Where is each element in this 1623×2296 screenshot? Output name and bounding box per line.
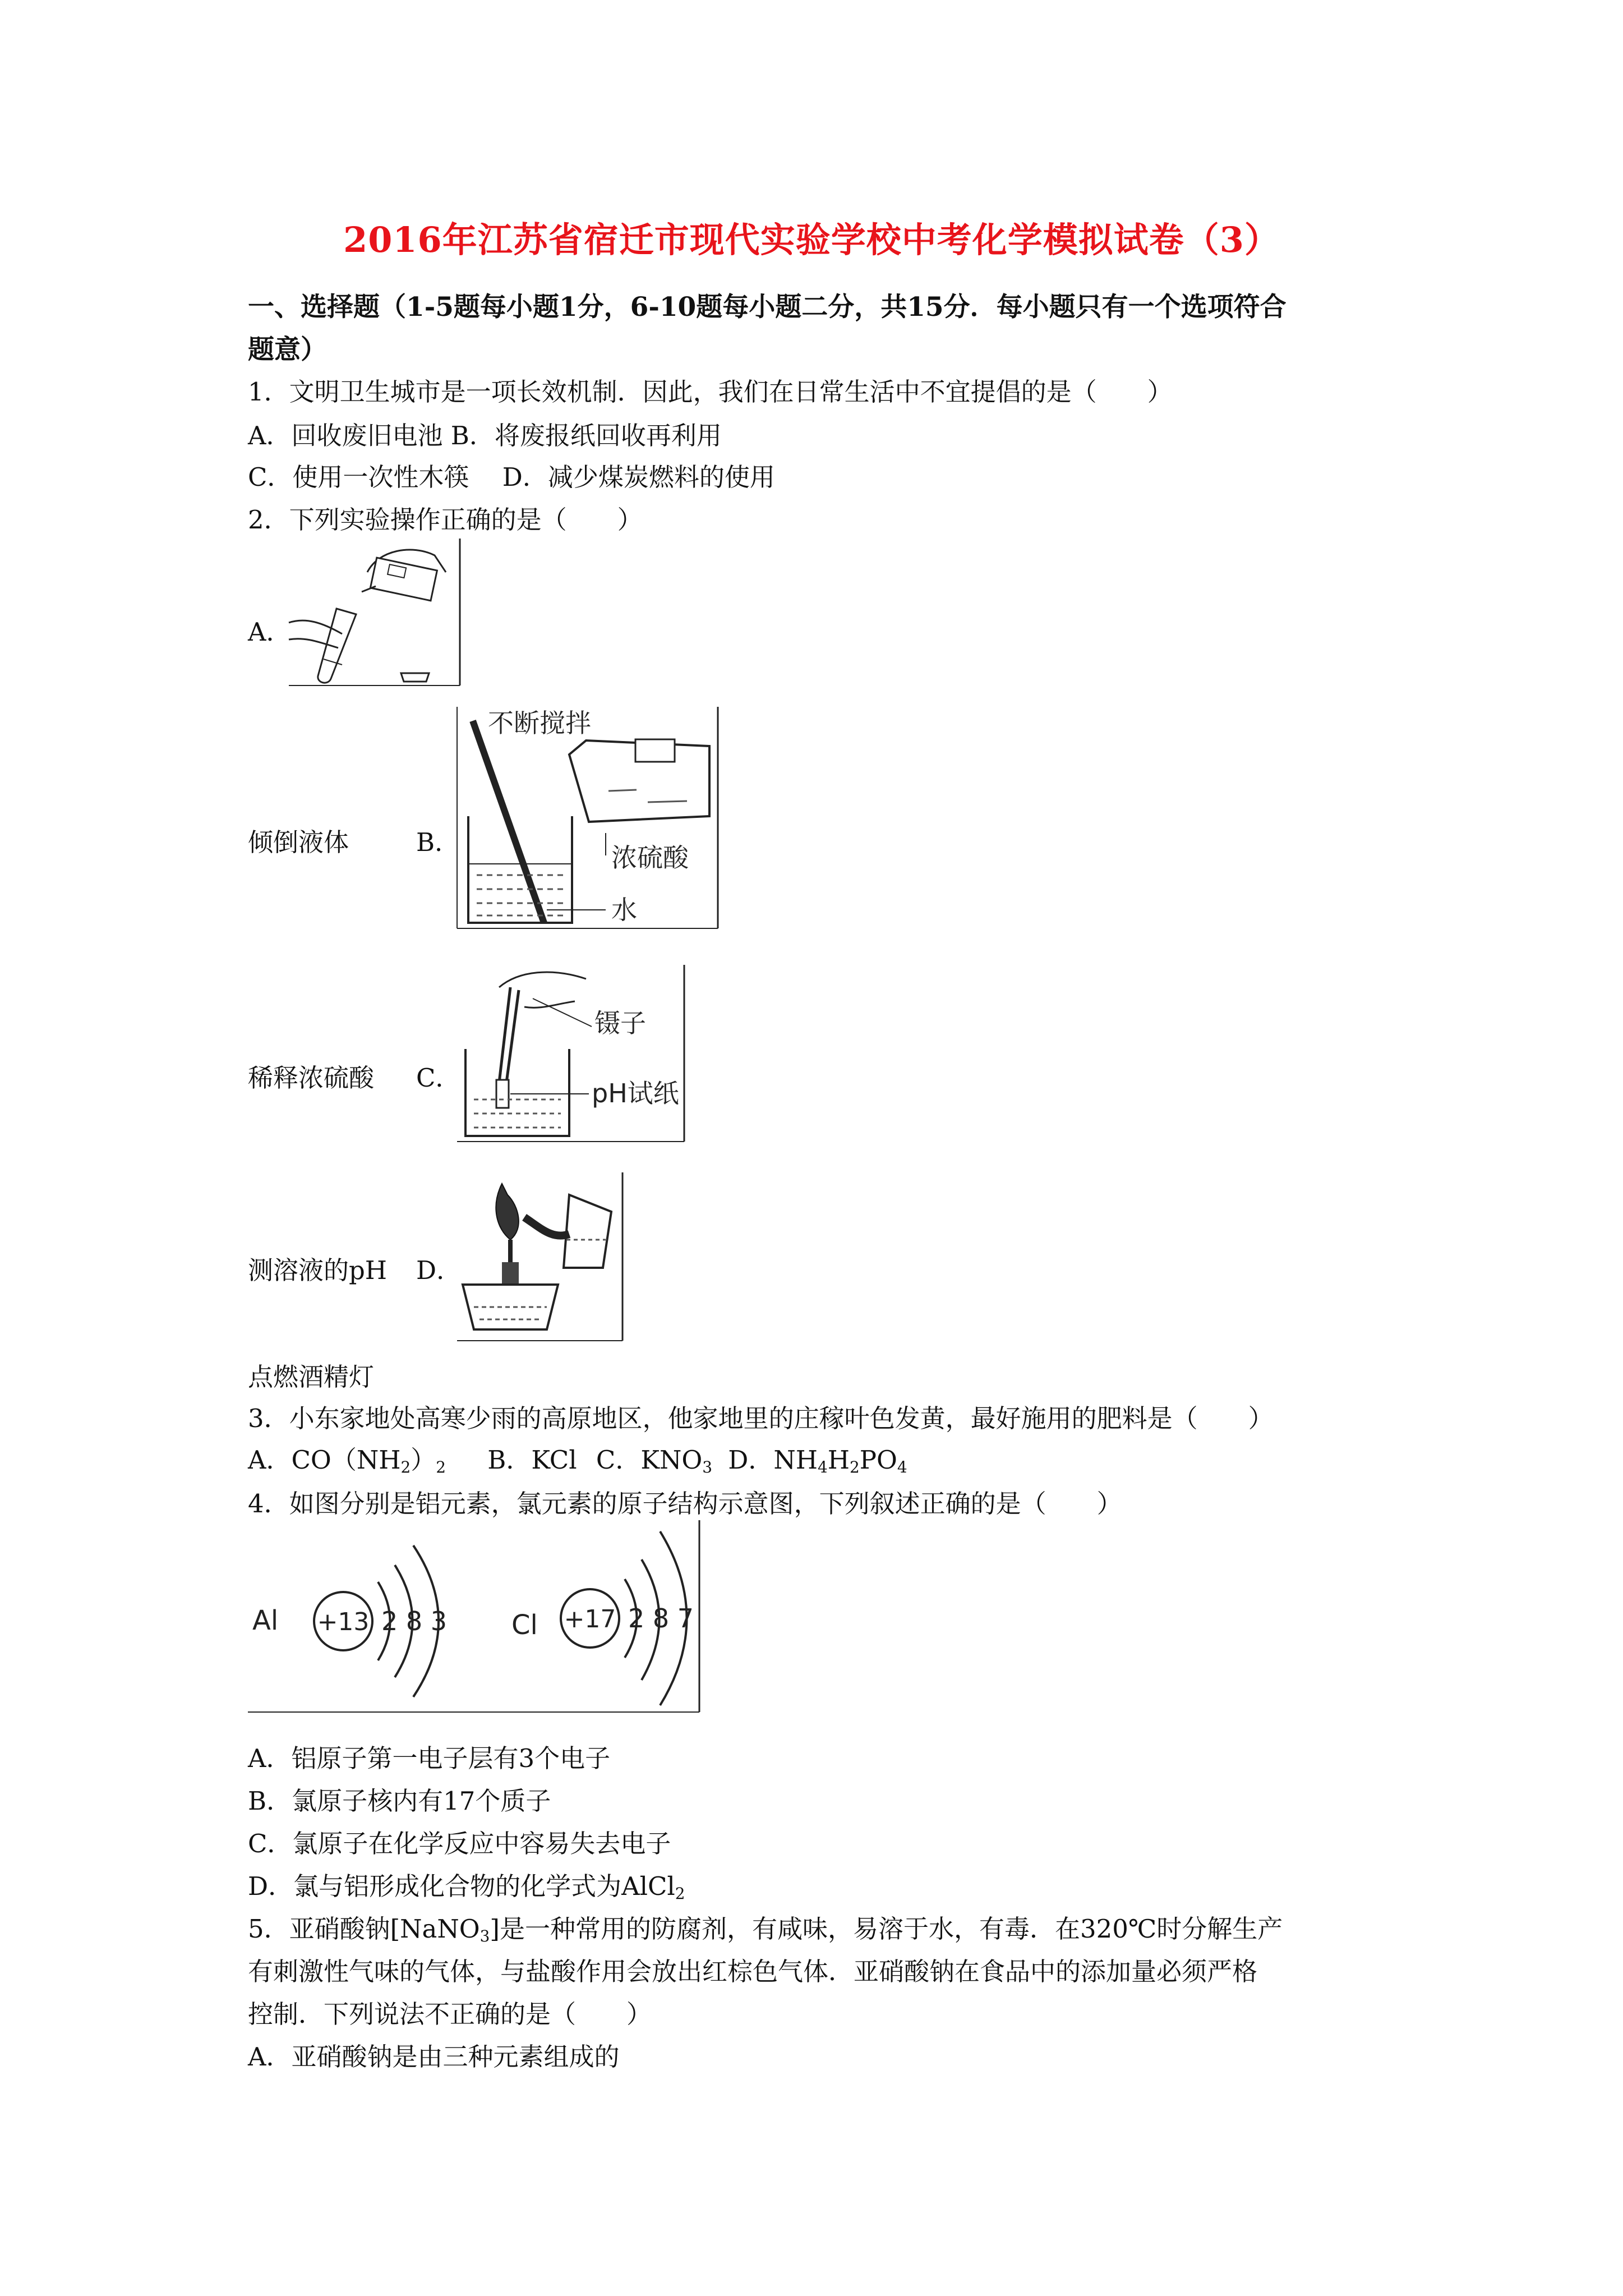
q2-option-a-caption: 倾倒液体 — [248, 827, 349, 857]
q4-atom-diagram — [248, 1520, 702, 1714]
q2-option-d-label: D． — [416, 1255, 462, 1285]
section-heading: 一、选择题（1-5题每小题1分，6-10题每小题二分，共15分．每小题只有一个选项符合 — [248, 292, 1287, 323]
q2-b-label-acid: 浓硫酸 — [611, 843, 689, 873]
q3-option-b: B．KCl — [487, 1445, 577, 1475]
q1-options-cd: C．使用一次性木筷 D．减少煤炭燃料的使用 — [248, 462, 775, 492]
q2-option-d-caption: 点燃酒精灯 — [248, 1362, 375, 1392]
q3-option-d: D．$NH_4H_2PO_4$ — [728, 1445, 907, 1476]
q3-stem: 3．小东家地处高寒少雨的高原地区，他家地里的庄稼叶色发黄，最好施用的肥料是（ ） — [248, 1404, 1274, 1433]
page-title: 2016年江苏省宿迁市现代实验学校中考化学模拟试卷（3） — [343, 219, 1280, 260]
q2-option-b-caption: 稀释浓硫酸 — [248, 1063, 375, 1093]
q1-options-ab: A．回收废旧电池 B．将废报纸回收再利用 — [248, 421, 722, 450]
q3-option-a: A．$CO(NH_2)_2$ — [248, 1445, 446, 1476]
q4-stem: 4．如图分别是铝元素，氯元素的原子结构示意图，下列叙述正确的是（ ） — [248, 1489, 1122, 1519]
q5-stem-line1: 5．亚硝酸钠[NaNO$_3$]是一种常用的防腐剂，有咸味，易溶于水，有毒．在320℃时分解生产 — [248, 1914, 1283, 1945]
q4-option-d: D．氯与铝形成化合物的化学式为AlCl$_2$ — [248, 1871, 685, 1903]
q2-figure-b — [457, 707, 721, 931]
q5-stem-line2: 有刺激性气味的气体，与盐酸作用会放出红棕色气体．亚硝酸钠在食品中的添加量必须严格 — [248, 1957, 1258, 1986]
cl-nucleus-charge: +17 — [564, 1605, 616, 1634]
q2-b-label-water: 水 — [611, 895, 637, 925]
q4-option-c: C．氯原子在化学反应中容易失去电子 — [248, 1829, 671, 1858]
q2-c-label-tweezers: 镊子 — [594, 1008, 646, 1038]
q5-option-a: A．亚硝酸钠是由三种元素组成的 — [248, 2042, 620, 2072]
q2-option-c-caption: 测溶液的pH — [248, 1255, 388, 1285]
al-electron-shells: 2 8 3 — [381, 1606, 448, 1636]
q2-figure-d — [457, 1172, 625, 1343]
q2-figure-c — [457, 965, 687, 1144]
cl-symbol: Cl — [511, 1609, 538, 1641]
q2-stem: 2．下列实验操作正确的是（ ） — [248, 505, 643, 535]
q2-option-c-label: C． — [416, 1063, 461, 1093]
q2-b-label-stir: 不断搅拌 — [488, 708, 591, 738]
al-symbol: Al — [252, 1605, 279, 1636]
al-nucleus-charge: +13 — [317, 1608, 370, 1636]
q5-stem-line3: 控制．下列说法不正确的是（ ） — [248, 1999, 652, 2029]
q2-c-label-paper: pH试纸 — [592, 1078, 679, 1108]
q2-figure-a — [289, 539, 468, 687]
q2-option-b-label: B． — [416, 827, 460, 857]
q4-option-b: B．氯原子核内有17个质子 — [248, 1786, 551, 1816]
cl-electron-shells: 2 8 7 — [628, 1603, 694, 1634]
q2-option-a-label: A． — [248, 617, 292, 647]
q1-stem: 1．文明卫生城市是一项长效机制．因此，我们在日常生活中不宜提倡的是（ ） — [248, 377, 1173, 407]
section-heading-cont: 题意） — [248, 334, 327, 365]
q3-options — [248, 1439, 907, 1476]
q4-option-a: A．铝原子第一电子层有3个电子 — [248, 1743, 611, 1773]
q3-option-c: C．$KNO_3$ — [596, 1445, 712, 1476]
